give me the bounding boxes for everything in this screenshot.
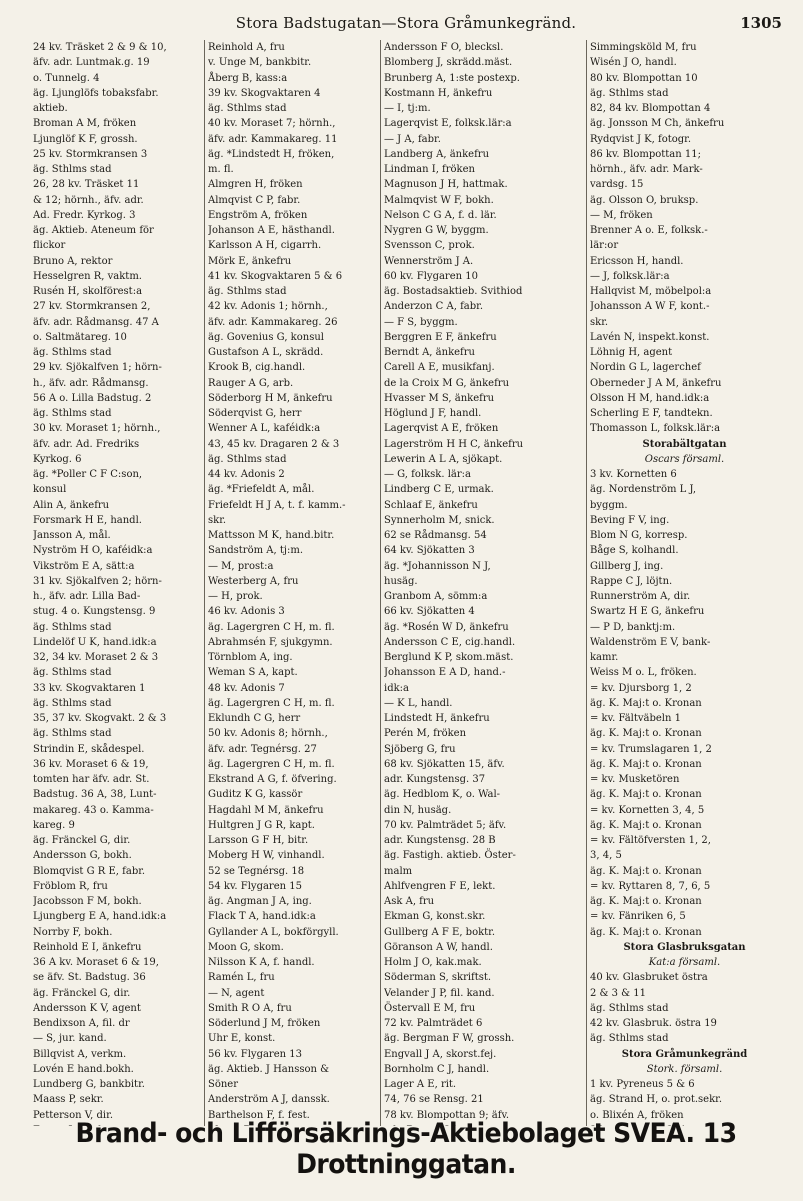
directory-entry: Hultgren J G R, kapt. — [208, 819, 315, 831]
directory-entry: = kv. Ryttaren 8, 7, 6, 5 — [590, 880, 711, 892]
directory-entry: äg. K. Maj:t o. Kronan — [590, 728, 702, 740]
advertisement-banner: Brand- och Lifförsäkrings-Aktiebolaget SVEA. 13 Drottninggatan. — [75, 1118, 737, 1180]
directory-entry: Holm J O, kak.mak. — [384, 957, 482, 968]
directory-entry: äg. Ljunglöfs tobaksfabr. — [33, 87, 159, 99]
directory-entry: Billqvist A, verkm. — [33, 1048, 127, 1060]
directory-entry: Maass P, sekr. — [33, 1094, 104, 1106]
directory-entry: Granbom A, sömm:a — [384, 591, 488, 602]
directory-entry: äfv. adr. Rådmansg. 47 A — [33, 316, 159, 328]
directory-entry: Höglund J F, handl. — [384, 408, 482, 419]
directory-entry: 52 se Tegnérsg. 18 — [208, 865, 305, 877]
directory-entry: äg. K. Maj:t o. Kronan — [590, 758, 702, 770]
directory-entry: Karlsson A H, cigarrh. — [208, 240, 322, 252]
directory-entry: 41 kv. Skogvaktaren 5 & 6 — [208, 270, 343, 282]
directory-entry: äg. Sthlms stad — [33, 347, 112, 358]
directory-entry: Scherling E F, tandtekn. — [590, 408, 713, 419]
directory-entry: 40 kv. Glasbruket östra — [590, 972, 708, 984]
directory-entry: o. Tunnelg. 4 — [33, 72, 100, 84]
directory-entry: Strindin E, skådespel. — [33, 743, 145, 755]
directory-entry: äg. Nordenström L J, — [590, 484, 697, 496]
directory-entry: — F S, byggm. — [384, 316, 458, 328]
directory-entry: Gullberg A F E, boktr. — [384, 926, 496, 938]
directory-entry: = kv. Fänriken 6, 5 — [590, 911, 686, 923]
directory-entry: Ekman G, konst.skr. — [384, 911, 486, 923]
directory-entry: Lindberg C E, urmak. — [384, 484, 494, 496]
directory-entry: 32, 34 kv. Moraset 2 & 3 — [33, 652, 159, 663]
directory-entry: Åberg B, kass:a — [208, 72, 288, 84]
directory-entry: vardsg. 15 — [590, 179, 644, 191]
directory-entry: äg. Aktieb. Ateneum för — [33, 225, 154, 236]
directory-entry: Andersson C E, cig.handl. — [384, 636, 516, 648]
directory-entry: Guditz K G, kassör — [208, 789, 303, 801]
directory-entry: Oberneder J A M, änkefru — [590, 377, 722, 389]
directory-entry: Flack T A, hand.idk:a — [208, 911, 316, 923]
directory-entry: Lovén E hand.bokh. — [33, 1063, 134, 1075]
directory-entry: Andersson K V, agent — [33, 1002, 141, 1014]
directory-entry: äg. *Johannisson N J, — [384, 560, 491, 572]
directory-entry: äg. Sthlms stad — [590, 87, 669, 99]
directory-entry: Söderqvist G, herr — [208, 408, 302, 419]
directory-entry: se äfv. St. Badstug. 36 — [33, 972, 146, 984]
directory-entry: Blomberg J, skrädd.mäst. — [384, 57, 513, 69]
directory-entry: — I, tj:m. — [384, 103, 431, 114]
column-2 — [204, 40, 380, 1126]
directory-entry: = kv. Djursborg 1, 2 — [590, 682, 692, 694]
directory-entry: äg. Sthlms stad — [590, 1033, 669, 1045]
directory-entry: Mörk E, änkefru — [208, 255, 292, 267]
directory-entry: 70 kv. Palmträdet 5; äfv. — [384, 819, 507, 831]
directory-entry: Kostmann H, änkefru — [384, 87, 493, 99]
directory-entry: Ericsson H, handl. — [590, 255, 684, 267]
directory-entry: Sjöberg G, fru — [384, 743, 456, 755]
directory-entry: 40 kv. Moraset 7; hörnh., — [208, 118, 336, 130]
directory-entry: Östervall E M, fru — [384, 1002, 476, 1014]
directory-entry: Berglund K P, skom.mäst. — [384, 652, 514, 663]
directory-entry: — S, jur. kand. — [33, 1033, 107, 1045]
directory-entry: äg. Bergman F W, grossh. — [384, 1033, 515, 1045]
directory-entry: kareg. 9 — [33, 819, 75, 831]
directory-entry: Blomqvist G R E, fabr. — [33, 865, 146, 877]
directory-entry: äfv. adr. Tegnérsg. 27 — [208, 743, 317, 755]
directory-entry: husäg. — [384, 575, 418, 587]
directory-entry: Rauger A G, arb. — [208, 377, 294, 389]
directory-entry: 72 kv. Palmträdet 6 — [384, 1018, 483, 1029]
directory-entry: Blom N G, korresp. — [590, 530, 688, 541]
directory-entry: Nilsson K A, f. handl. — [208, 957, 315, 968]
directory-entry: Göranson A W, handl. — [384, 941, 493, 953]
directory-entry: Lagerström H H C, änkefru — [384, 438, 524, 450]
directory-entry: Norrby F, bokh. — [33, 926, 113, 938]
directory-entry: adr. Kungstensg. 37 — [384, 774, 486, 785]
directory-entry: 66 kv. Sjökatten 4 — [384, 606, 475, 618]
directory-entry: Reinhold A, fru — [208, 42, 285, 53]
directory-entry: äg. K. Maj:t o. Kronan — [590, 789, 702, 801]
directory-entry: Jansson A, mål. — [33, 530, 111, 541]
directory-entry: Ad. Fredr. Kyrkog. 3 — [33, 209, 136, 221]
directory-entry: äg. K. Maj:t o. Kronan — [590, 697, 702, 709]
directory-entry: Eklundh C G, herr — [208, 713, 301, 724]
directory-entry: Kat:a församl. — [648, 957, 721, 968]
directory-entry: Hallqvist M, möbelpol:a — [590, 286, 712, 297]
directory-entry: Abrahmsén F, sjukgymn. — [208, 636, 333, 648]
directory-entry: Oscars församl. — [644, 453, 725, 465]
directory-entry: lär:or — [590, 240, 619, 252]
directory-entry: Bruno A, rektor — [33, 255, 113, 267]
directory-entry: byggm. — [590, 499, 628, 511]
directory-entry: Hagdahl M M, änkefru — [208, 804, 324, 816]
directory-entry: Petterson V, dir. — [33, 1109, 113, 1121]
directory-entry: Ljungberg E A, hand.idk:a — [33, 911, 167, 923]
directory-entry: Lindstedt H, änkefru — [384, 713, 490, 724]
directory-entry: Andersson G, bokh. — [33, 850, 132, 862]
directory-entry: idk:a — [384, 682, 409, 694]
directory-entry: Weiss M o. L, fröken. — [590, 667, 697, 679]
directory-entry: äg. Bostadsaktieb. Svithiod — [384, 286, 523, 297]
directory-entry: Broman A M, fröken — [33, 118, 137, 130]
directory-entry: 30 kv. Moraset 1; hörnh., — [33, 423, 161, 435]
directory-entry: Malmqvist W F, bokh. — [384, 194, 494, 206]
directory-entry: = kv. Trumslagaren 1, 2 — [590, 743, 712, 755]
directory-entry: Nelson C G A, f. d. lär. — [384, 209, 497, 221]
directory-entry: 56 kv. Flygaren 13 — [208, 1048, 302, 1060]
directory-entry: äg. Strand H, o. prot.sekr. — [590, 1094, 723, 1106]
directory-entry: — J A, fabr. — [384, 133, 441, 145]
directory-entry: h., äfv. adr. Lilla Bad- — [33, 591, 141, 602]
directory-entry: äg. Fränckel G, dir. — [33, 835, 131, 846]
directory-entry: äg. Lagergren C H, m. fl. — [208, 758, 335, 770]
directory-entry: 54 kv. Flygaren 15 — [208, 880, 302, 892]
directory-entry: 60 kv. Flygaren 10 — [384, 270, 478, 282]
directory-entry: Berndt A, änkefru — [384, 347, 475, 358]
directory-entry: Rusén H, skolförest:a — [33, 286, 143, 297]
directory-entry: stug. 4 o. Kungstensg. 9 — [33, 606, 156, 618]
directory-entry: Barthelson F, f. fest. — [208, 1109, 310, 1121]
directory-entry: Stora Gråmunkegränd — [621, 1048, 748, 1060]
directory-entry: 78 kv. Blompottan 9; äfv. — [384, 1109, 510, 1121]
directory-entry: 62 se Rådmansg. 54 — [384, 530, 487, 541]
directory-entry: 68 kv. Sjökatten 15, äfv. — [384, 758, 505, 770]
directory-entry: Reinhold E I, änkefru — [33, 941, 142, 953]
directory-entry: 3, 4, 5 — [590, 850, 622, 862]
directory-entry: Bendixson A, fil. dr — [33, 1018, 130, 1029]
directory-entry: äg. K. Maj:t o. Kronan — [590, 926, 702, 938]
directory-entry: äg. Lagergren C H, m. fl. — [208, 697, 335, 709]
directory-entry: Lewerin A L A, sjökapt. — [384, 453, 503, 465]
directory-entry: 24 kv. Träsket 2 & 9 & 10, — [33, 42, 167, 53]
directory-entry: 46 kv. Adonis 3 — [208, 606, 285, 618]
directory-entry: Waldenström E V, bank- — [590, 636, 711, 648]
directory-entry: Johansson E A D, hand.- — [384, 667, 506, 679]
directory-entry: äg. Lagergren C H, m. fl. — [208, 621, 335, 633]
directory-entry: Brunberg A, 1:ste postexp. — [384, 72, 520, 84]
directory-entry: Hesselgren R, vaktm. — [33, 270, 142, 282]
directory-entry: o. Saltmätareg. 10 — [33, 331, 127, 343]
directory-entry: Lindelöf U K, hand.idk:a — [33, 636, 157, 648]
directory-entry: äg. Sthlms stad — [33, 408, 112, 419]
directory-entry: Löhnig H, agent — [590, 347, 673, 358]
directory-entry: 35, 37 kv. Skogvakt. 2 & 3 — [33, 713, 167, 724]
directory-entry: Ahlfvengren F E, lekt. — [384, 880, 496, 892]
directory-entry: Runnerström A, dir. — [590, 591, 691, 602]
directory-entry: — H, prok. — [208, 591, 263, 602]
directory-entry: 50 kv. Adonis 8; hörnh., — [208, 728, 328, 740]
directory-entry: Magnuson J H, hattmak. — [384, 179, 508, 191]
page-header — [30, 14, 782, 36]
directory-entry: skr. — [590, 316, 609, 328]
directory-entry: 1 kv. Pyreneus 5 & 6 — [590, 1079, 695, 1090]
directory-entry: Söderman S, skriftst. — [384, 972, 492, 984]
directory-entry: Bornholm C J, handl. — [384, 1063, 490, 1075]
directory-entry: — G, folksk. lär:a — [384, 469, 471, 480]
directory-entry: Johanson A E, hästhandl. — [208, 225, 335, 236]
directory-entry: Törnblom A, ing. — [208, 652, 293, 663]
directory-entry: äg. Govenius G, konsul — [208, 331, 324, 343]
directory-entry: — K L, handl. — [384, 697, 453, 709]
directory-entry: Brenner A o. E, folksk.- — [590, 225, 708, 236]
directory-entry: Anderzon C A, fabr. — [384, 301, 484, 313]
directory-entry: Rappe C J, löjtn. — [590, 575, 673, 587]
directory-entry: Kyrkog. 6 — [33, 453, 82, 465]
directory-entry: äg. Sthlms stad — [590, 1002, 669, 1014]
directory-entry: Badstug. 36 A, 38, Lunt- — [33, 789, 157, 801]
directory-entry: Hvasser M S, änkefru — [384, 392, 495, 404]
directory-entry: Larsson G F H, bitr. — [208, 835, 309, 846]
directory-entry: Uhr E, konst. — [208, 1033, 276, 1045]
directory-entry: Sandström A, tj:m. — [208, 545, 303, 557]
directory-entry: = kv. Fältväbeln 1 — [590, 713, 681, 724]
directory-entry: m. fl. — [208, 164, 234, 175]
directory-entry: äg. K. Maj:t o. Kronan — [590, 819, 702, 831]
directory-entry: äg. *Lindstedt H, fröken, — [208, 148, 335, 160]
directory-entry: Johansson A W F, kont.- — [590, 301, 710, 313]
directory-entry: Mattsson M K, hand.bitr. — [208, 530, 335, 541]
directory-entry: 44 kv. Adonis 2 — [208, 469, 285, 480]
directory-entry: Rydqvist J K, fotogr. — [590, 133, 692, 145]
directory-entry: 86 kv. Blompottan 11; — [590, 148, 701, 160]
directory-entry: Andersson F O, blecksl. — [384, 42, 504, 53]
directory-entry: aktieb. — [33, 103, 68, 114]
directory-entry: kamr. — [590, 652, 619, 663]
directory-entry: konsul — [33, 484, 67, 496]
directory-entry: Landberg A, änkefru — [384, 148, 490, 160]
directory-entry: Engström A, fröken — [208, 209, 308, 221]
directory-entry: Swartz H E G, änkefru — [590, 606, 705, 618]
directory-entry: v. Unge M, bankbitr. — [208, 57, 312, 69]
directory-entry: Storabältgatan — [642, 438, 727, 450]
directory-entry: Carell A E, musikfanj. — [384, 362, 495, 374]
directory-entry: Nordin G L, lagerchef — [590, 362, 701, 374]
directory-entry: Berggren E F, änkefru — [384, 331, 497, 343]
column-1 — [30, 40, 204, 1126]
directory-entry: Fröblom R, fru — [33, 880, 108, 892]
directory-entry: Weman S A, kapt. — [208, 667, 298, 679]
directory-entry: Friefeldt H J A, t. f. kamm.- — [208, 499, 346, 511]
directory-entry: Almgren H, fröken — [208, 179, 303, 191]
directory-entry: äfv. adr. Kammakareg. 11 — [208, 133, 338, 145]
directory-entry: — J, folksk.lär:a — [590, 270, 670, 282]
directory-entry: Simmingsköld M, fru — [590, 42, 697, 53]
directory-entry: Olsson H M, hand.idk:a — [590, 392, 710, 404]
directory-entry: äg. Sthlms stad — [33, 697, 112, 709]
directory-entry: Wisén J O, handl. — [590, 57, 677, 69]
directory-entry: 42 kv. Adonis 1; hörnh., — [208, 301, 328, 313]
directory-entry: skr. — [208, 514, 227, 526]
directory-entry: äg. Fastigh. aktieb. Öster- — [384, 850, 516, 862]
directory-entry: Lager A E, rit. — [384, 1079, 457, 1090]
directory-entry: & 12; hörnh., äfv. adr. — [33, 194, 144, 206]
column-4 — [586, 40, 782, 1126]
directory-entry: h., äfv. adr. Rådmansg. — [33, 377, 149, 389]
directory-entry: Forsmark H E, handl. — [33, 514, 142, 526]
directory-entry: Wenner A L, kaféidk:a — [208, 423, 321, 435]
directory-entry: malm — [384, 865, 413, 877]
directory-entry: — N, agent — [208, 987, 265, 999]
directory-entry: Moberg H W, vinhandl. — [208, 850, 325, 862]
directory-entry: = kv. Musketören — [590, 774, 680, 785]
directory-entry: — M, fröken — [590, 209, 653, 221]
directory-entry: Lindman I, fröken — [384, 164, 475, 175]
directory-entry: äg. Sthlms stad — [208, 453, 287, 465]
directory-entry: Thomasson L, folksk.lär:a — [590, 423, 721, 435]
directory-entry: äg. Sthlms stad — [208, 286, 287, 297]
directory-entry: hörnh., äfv. adr. Mark- — [590, 164, 703, 175]
directory-entry: äg. Sthlms stad — [33, 164, 112, 175]
directory-columns — [30, 40, 782, 1126]
directory-entry: 3 kv. Kornetten 6 — [590, 469, 677, 480]
directory-entry: äg. Olsson O, bruksp. — [590, 194, 699, 206]
directory-entry: Jacobsson F M, bokh. — [33, 896, 142, 907]
directory-entry: Gyllander A L, bokförgyll. — [208, 926, 339, 938]
directory-entry: Vikström E A, sätt:a — [33, 560, 135, 572]
directory-entry: — M, prost:a — [208, 560, 274, 572]
directory-entry: Ekstrand A G, f. öfvering. — [208, 774, 337, 785]
directory-entry: 43, 45 kv. Dragaren 2 & 3 — [208, 438, 340, 450]
directory-entry: Stora Glasbruksgatan — [623, 941, 746, 953]
directory-entry: äg. *Friefeldt A, mål. — [208, 484, 315, 496]
directory-entry: Lundberg G, bankbitr. — [33, 1079, 145, 1090]
directory-entry: äg. Hedblom K, o. Wal- — [384, 789, 501, 801]
directory-entry: flickor — [33, 240, 66, 252]
directory-entry: Almqvist C P, fabr. — [208, 194, 301, 206]
directory-entry: 74, 76 se Rensg. 21 — [384, 1094, 484, 1106]
directory-entry: 39 kv. Skogvaktaren 4 — [208, 87, 321, 99]
directory-entry: Wennerström J A. — [384, 255, 474, 267]
directory-entry: 42 kv. Glasbruk. östra 19 — [590, 1018, 717, 1029]
directory-entry: Engvall J A, skorst.fej. — [384, 1048, 497, 1060]
directory-entry: äg. K. Maj:t o. Kronan — [590, 865, 702, 877]
directory-entry: äfv. adr. Luntmak.g. 19 — [33, 57, 150, 69]
directory-entry: din N, husäg. — [384, 804, 452, 816]
directory-entry: tomten har äfv. adr. St. — [33, 774, 150, 785]
directory-entry: Anderström A J, danssk. — [208, 1094, 330, 1106]
directory-entry: 26, 28 kv. Träsket 11 — [33, 179, 140, 191]
directory-entry: 36 kv. Moraset 6 & 19, — [33, 758, 149, 770]
directory-entry: Lavén N, inspekt.konst. — [590, 331, 710, 343]
directory-entry: 36 A kv. Moraset 6 & 19, — [33, 957, 159, 968]
directory-entry: Synnerholm M, snick. — [384, 514, 495, 526]
directory-entry: Båge S, kolhandl. — [590, 545, 679, 557]
directory-entry: o. Blixén A, fröken — [590, 1109, 684, 1121]
directory-entry: Krook B, cig.handl. — [208, 362, 306, 374]
directory-entry: äg. K. Maj:t o. Kronan — [590, 896, 702, 907]
directory-entry: Ljunglöf K F, grossh. — [33, 133, 138, 145]
directory-entry: äg. Sthlms stad — [33, 667, 112, 679]
directory-entry: = kv. Fältöfversten 1, 2, — [590, 835, 711, 846]
directory-entry: Alin A, änkefru — [33, 499, 110, 511]
directory-entry: Lagerqvist A E, fröken — [384, 423, 499, 435]
directory-entry: Stork. församl. — [646, 1063, 723, 1075]
directory-entry: Smith R O A, fru — [208, 1002, 292, 1014]
directory-entry: Gustafson A L, skrädd. — [208, 347, 324, 358]
column-3 — [380, 40, 586, 1126]
directory-entry: Schlaaf E, änkefru — [384, 499, 478, 511]
directory-entry: 48 kv. Adonis 7 — [208, 682, 285, 694]
directory-entry: 33 kv. Skogvaktaren 1 — [33, 682, 146, 694]
directory-entry: äfv. adr. Kammakareg. 26 — [208, 316, 338, 328]
directory-entry: Söderborg H M, änkefru — [208, 392, 333, 404]
directory-entry: äg. *Poller C F C:son, — [33, 469, 143, 480]
directory-entry: Nygren G W, byggm. — [384, 225, 489, 236]
directory-entry: Svensson C, prok. — [384, 240, 475, 252]
directory-entry: adr. Kungstensg. 28 B — [384, 835, 496, 846]
directory-entry: äg. Sthlms stad — [33, 728, 112, 740]
directory-entry: 29 kv. Sjökalfven 1; hörn- — [33, 362, 162, 374]
directory-entry: äg. Aktieb. J Hansson & — [208, 1063, 330, 1075]
directory-entry: äg. Fränckel G, dir. — [33, 987, 131, 999]
directory-entry: Moon G, skom. — [208, 941, 284, 953]
directory-entry: äg. Sthlms stad — [33, 621, 112, 633]
directory-entry: — P D, banktj:m. — [590, 621, 676, 633]
directory-entry: äg. Angman J A, ing. — [208, 896, 312, 907]
directory-entry: Beving F V, ing. — [590, 514, 670, 526]
directory-entry: äg. Sthlms stad — [208, 103, 287, 114]
directory-entry: Perén M, fröken — [384, 728, 467, 740]
directory-entry: Söner — [208, 1079, 239, 1090]
directory-entry: Lagerqvist E, folksk.lär:a — [384, 118, 512, 130]
directory-entry: Nyström H O, kaféidk:a — [33, 545, 153, 557]
directory-entry: 56 A o. Lilla Badstug. 2 — [33, 392, 152, 404]
directory-entry: Ramén L, fru — [208, 972, 275, 984]
directory-entry: äg. Jonsson M Ch, änkefru — [590, 118, 725, 130]
directory-entry: 27 kv. Stormkransen 2, — [33, 301, 151, 313]
directory-entry: äfv. adr. Ad. Fredriks — [33, 438, 140, 450]
directory-entry: 31 kv. Sjökalfven 2; hörn- — [33, 575, 162, 587]
directory-entry: Gillberg J, ing. — [590, 560, 664, 572]
directory-entry: 82, 84 kv. Blompottan 4 — [590, 103, 711, 114]
directory-entry: äg. *Rosén W D, änkefru — [384, 621, 509, 633]
directory-entry: 80 kv. Blompottan 10 — [590, 72, 698, 84]
directory-entry: 64 kv. Sjökatten 3 — [384, 545, 475, 557]
directory-entry: = kv. Kornetten 3, 4, 5 — [590, 804, 705, 816]
directory-entry: 2 & 3 & 11 — [590, 987, 646, 999]
directory-entry: de la Croix M G, änkefru — [384, 377, 510, 389]
directory-entry: Velander J P, fil. kand. — [384, 987, 495, 999]
directory-entry: Ask A, fru — [384, 896, 435, 907]
page-title: Stora Badstugatan—Stora Gråmunkegränd. — [235, 14, 577, 32]
directory-entry: 25 kv. Stormkransen 3 — [33, 148, 148, 160]
directory-entry: Söderlund J M, fröken — [208, 1018, 321, 1029]
directory-entry: Westerberg A, fru — [208, 575, 299, 587]
page-number: 1305 — [740, 14, 782, 32]
directory-entry: makareg. 43 o. Kamma- — [33, 804, 154, 816]
